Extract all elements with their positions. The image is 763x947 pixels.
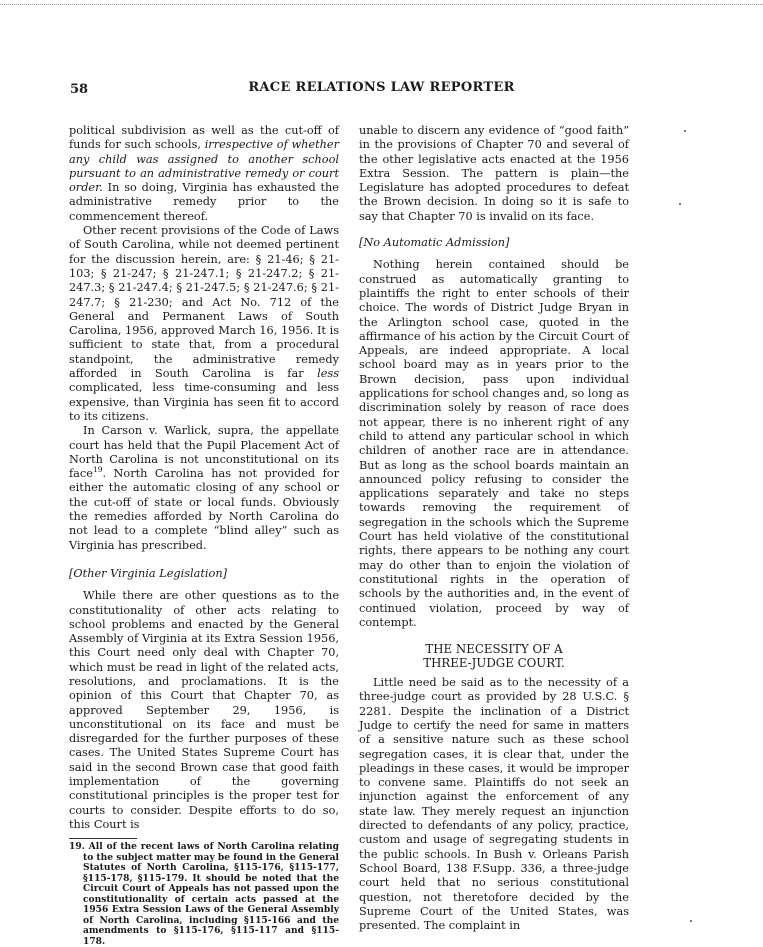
text-run: In Carson v. Warlick, supra, the appellate court has held that the Pupil Placement Act of North Carolina is not unconstitutional on its face xyxy=(69,424,339,481)
paragraph: unable to discern any evidence of “good faith” in the provisions of Chapter 70 and several of the other legislative acts enacted at the 1956 Extra Session. The pattern is plain—the Legislature has adopted procedures to defeat the Brown decision. In doing so it is safe to say that Chapter 70 is invalid on its face. xyxy=(359,124,629,223)
section-title xyxy=(359,642,629,670)
paragraph xyxy=(69,424,339,553)
text-run: political subdivision as well as the cut-off of funds for such schools, xyxy=(69,124,339,152)
text-run: Other recent provisions of the Code of Laws of South Carolina, while not deemed pertinent for the discussion herein, are: § 21-46; § 21-103; § 21-247; § 21-247.1; § 21-247.2; § 21-247.3; § 21-247.4; § 21-247.5; § 21-247.6; § 21-247.7; § 21-230; and Act No. 712 of the General and Permanent Laws of South Carolina, 1956, approved March 16, 1956. It is sufficient to state that, from a procedural standpoint, the administrative remedy afforded in South Carolina is far xyxy=(69,224,339,381)
scan-speck xyxy=(679,203,681,205)
footnote-marker: 19 xyxy=(92,465,103,475)
paragraph xyxy=(69,124,339,224)
page-number: 58 xyxy=(70,82,89,97)
footnote-divider xyxy=(69,838,137,839)
section-heading: [No Automatic Admission] xyxy=(359,236,510,250)
paragraph: While there are other questions as to the constitutionality of other acts relating to school problems and enacted by the General Assembly of Virginia at its Extra Session 1956, this Court need only deal with Chapter 70, which must be read in light of the related acts, resolutions, and proclamations. It is the opinion of this Court that Chapter 70, as approved September 29, 1956, is unconstitutional on its face and must be disregarded for the further purposes of these cases. The United States Supreme Court has said in the second Brown case that good faith implementation of the governing constitutional principles is the proper test for courts to consider. Despite efforts to do so, this Court is xyxy=(69,589,339,831)
scan-speck xyxy=(690,920,692,922)
scan-speck xyxy=(684,130,686,132)
text-run: complicated, less time-consuming and less expensive, than Virginia has seen fit to accord to its citizens. xyxy=(69,381,339,423)
text-run: . North Carolina has not provided for either the automatic closing of any school or the cut-off of state or local funds. Obviously the remedies afforded by North Carolina do not lead to a complete “blind alley” such as Virginia has prescribed. xyxy=(69,467,339,552)
scan-top-edge xyxy=(0,4,763,5)
section-title-line: THREE-JUDGE COURT. xyxy=(423,656,565,671)
left-column xyxy=(69,124,339,947)
running-head: RACE RELATIONS LAW REPORTER xyxy=(248,80,515,95)
emphasis-text: irrespective of whether any child was assigned to another school pursuant to an administrative remedy or court order. xyxy=(69,138,339,195)
section-title-line: THE NECESSITY OF A xyxy=(425,642,563,657)
right-column xyxy=(359,124,629,933)
paragraph: Little need be said as to the necessity of a three-judge court as provided by 28 U.S.C. § 2281. Despite the inclination of a District Judge to certify the need for same in matters of a sensitive nature such as these school segregation cases, it is clear that, under the pleadings in these cases, it would be improper to convene same. Plaintiffs do not seek an injunction against the enforcement of any state law. They merely request an injunction directed to defendants of any policy, practice, custom and usage of segregating students in the public schools. In Bush v. Orleans Parish School Board, 138 F.Supp. 336, a three-judge court held that no serious constitutional question, not theretofore decided by the Supreme Court of the United States, was presented. The complaint in xyxy=(359,676,629,933)
section-heading: [Other Virginia Legislation] xyxy=(69,566,228,580)
text-run: In so doing, Virginia has exhausted the administrative remedy prior to the commencement thereof. xyxy=(69,181,339,223)
paragraph: Nothing herein contained should be construed as automatically granting to plaintiffs the right to enter schools of their choice. The words of District Judge Bryan in the Arlington school case, quoted in the affirmance of his action by the Circuit Court of Appeals, are indeed appropriate. A local school board may as in years prior to the Brown decision, pass upon individual applications for school changes and, so long as discrimination solely by reason of race does not appear, there is no inherent right of any child to attend any particular school in which children of another race are in attendance. But as long as the school boards maintain an announced policy refusing to consider the applications separately and take no steps towards removing the requirement of segregation in the schools which the Supreme Court has held violative of the constitutional rights, there appears to be nothing any court may do other than to enjoin the violation of constitutional rights in the operation of schools by the authorities and, in the event of continued violation, proceed by way of contempt. xyxy=(359,258,629,629)
paragraph xyxy=(69,224,339,424)
footnote: 19. All of the recent laws of North Carolina relating to the subject matter may be found in the General Statutes of North Carolina, §115-176, §115-177, §115-178, §115-179. It should be noted that the Circuit Court of Appeals has not passed upon the constitutionality of certain acts passed at the 1956 Extra Session Laws of the General Assembly of North Carolina, including §115-166 and the amendments to §115-176, §115-117 and §115-178. xyxy=(69,841,340,947)
emphasis-text: less xyxy=(317,367,339,381)
